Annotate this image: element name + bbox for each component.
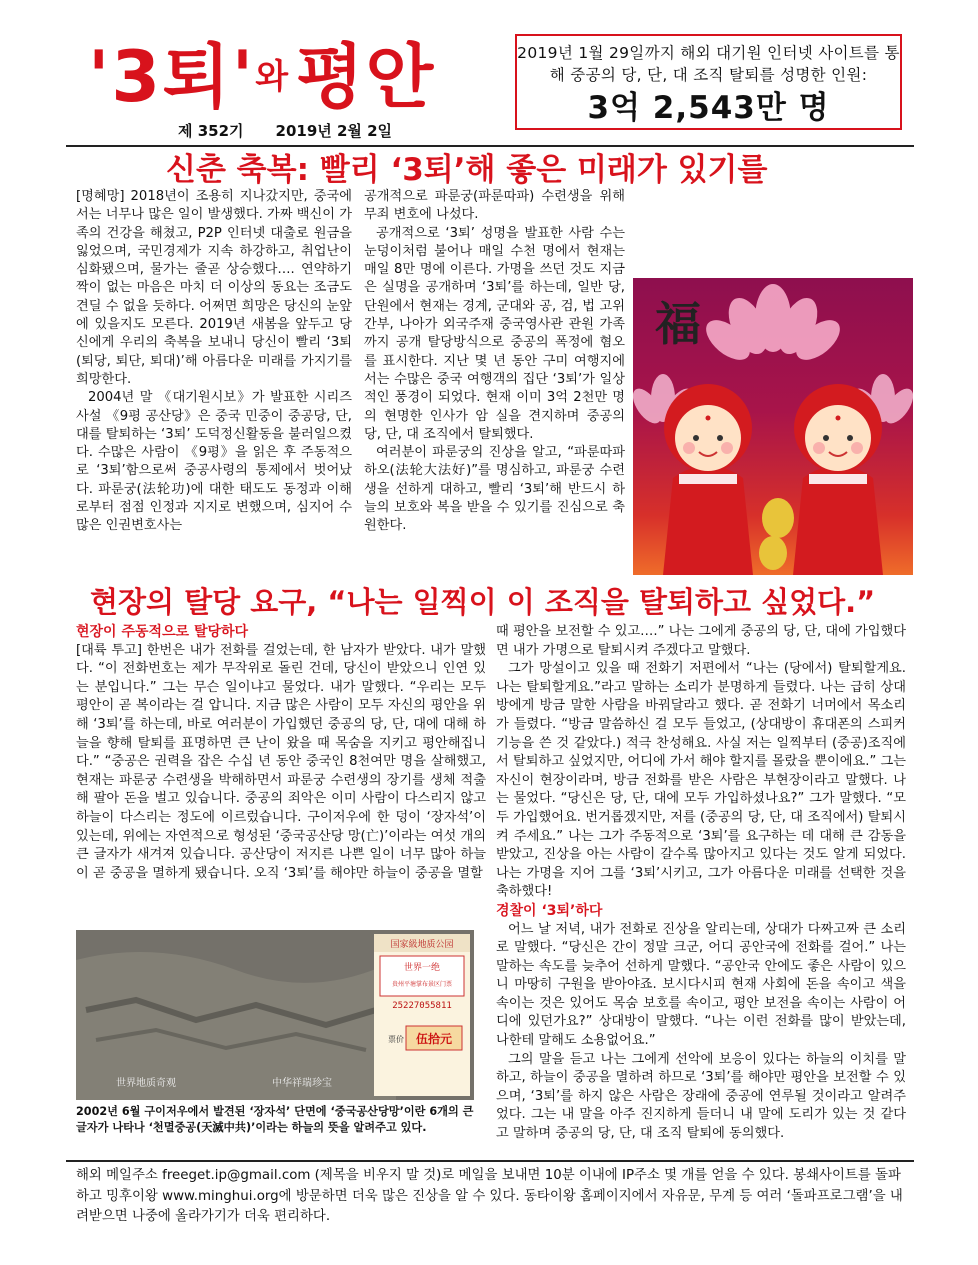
masthead-title-wa: 와: [255, 57, 289, 97]
photo-caption: 2002년 6월 구이저우에서 발견된 ‘장자석’ 단면에 ‘중국공산당망’이란 6개의 큰 글자가 나타나 ‘천멸중공(天滅中共)’이라는 하늘의 뜻을 알려주고 있다.: [76, 1105, 474, 1134]
article1-paragraph: 공개적으로 파룬궁(파룬따파) 수련생을 위해 무죄 변호에 나섰다.: [364, 189, 625, 223]
article2-paragraph: 그가 망설이고 있을 때 전화기 저편에서 “나는 (당에서) 탈퇴할게요. 나는 탈퇴할게요.”라고 말하는 소리가 분명하게 들렸다. 나는 급히 상대방에게 방금 말한 사람을 바꿔달라고 했다. 곧 전화기 너머에서 목소리가 들렸다. “방금 말씀하신 걸 모두 들었고, (상대방이 휴대폰의 스피커 기능을 쓴 것 같았다.) 적극 찬성해요. 사실 저는 일찍부터 (중공)조직에서 탈퇴하고 싶었지만, 어디에 가서 해야 할지를 몰랐을 뿐이에요.” 그는 자신이 현장이라며, 방금 전화를 받은 사람은 부현장이라고 말했다. 나는 물었다. “당신은 당, 단, 대에 모두 가입하셨나요?” 그가 말했다. “모두 가입했어요. 번거롭겠지만, 저를 (중공의 당, 단, 대 조직에서) 탈퇴시켜 주세요.” 나는 그가 주동적으로 ‘3퇴’를 요구하는 데 대해 큰 감동을 받았고, 진상을 아는 사람이 갈수록 많아지고 있다는 것도 알게 되었다. 나는 가명을 지어 그를 ‘3퇴’시키고, 그가 아름다운 미래를 선택한 것을 축하했다!: [496, 661, 906, 900]
withdrawal-count-value: 3억 2,543만 명: [587, 90, 830, 126]
withdrawal-count-text: 2019년 1월 29일까지 해외 대기원 인터넷 사이트를 통해 중공의 당, 단, 대 조직 탈퇴를 성명한 인원:: [517, 44, 900, 84]
footer-divider: [66, 1160, 914, 1162]
issue-line: [178, 120, 424, 141]
article1-paragraph: [명혜망] 2018년이 조용히 지나갔지만, 중국에서는 너무나 많은 일이 발생했다. 가짜 백신이 가족의 건강을 해쳤고, P2P 인터넷 대출로 원금을 잃었으며, 국민경제가 지속 하강하고, 취업난이 심화됐으며, 물가는 줄곧 상승했다…. 연약하기 짝이 없는 마음은 마치 더 이상의 동요는 조금도 견딜 수 없을 듯하다. 어쩌면 희망은 당신의 눈앞에 있을지도 모른다. 2019년 새봄을 앞두고 당신에게 우리의 축복을 보내니 당신이 빨리 ‘3퇴(퇴당, 퇴단, 퇴대)’해 아름다운 미래를 가지기를 희망한다.: [76, 189, 352, 387]
calligraphy-fu: 福: [655, 297, 701, 351]
masthead-title-pyeongan: 평안: [296, 36, 436, 118]
article2-paragraph: [대륙 투고] 한번은 내가 전화를 걸었는데, 한 남자가 받았다. 내가 말했다. “이 전화번호는 제가 무작위로 돌린 건데, 당신이 받았으니 인연 있는 분입니다.” 그는 무슨 일이냐고 물었다. 내가 말했다. “우리는 모두 평안이 곧 복이라는 걸 압니다. 지금 많은 사람이 모두 자신의 평안을 위해 ‘3퇴’를 하는데, 바로 여러분이 가입했던 중공의 당, 단, 대에 대해 하늘을 향해 탈퇴를 표명하면 큰 난이 왔을 때 목숨을 지키고 평안해집니다.” “중공은 권력을 잡은 수십 년 동안 중국인 8천여만 명을 살해했고, 현재는 파룬궁 수련생을 박해하면서 파룬궁 수련생의 장기를 생체 적출해 팔아 돈을 벌고 있습니다. 중공의 죄악은 이미 사람이 다스리지 않고 하늘이 다스리는 정도에 이르렀습니다. 구이저우에 한 덩이 ‘장자석’이 있는데, 위에는 자연적으로 형성된 ‘중국공산당 망(亡)’이라는 여섯 개의 큰 글자가 새겨져 있습니다. 공산당이 저지른 나쁜 일이 너무 많아 하늘이 곧 중공을 멸하게 됐습니다. 오직 ‘3퇴’를 해야만 하늘이 중공을 멸할: [76, 642, 486, 881]
article2-column-right: [496, 623, 906, 1144]
masthead-logo: [88, 36, 435, 118]
article2-paragraph: 어느 날 저녁, 내가 전화로 진상을 알리는데, 상대가 다짜고짜 큰 소리로 말했다. “당신은 간이 정말 크군, 어디 공안국에 전화를 걸어.” 나는 말하는 속도를 늦추어 선하게 말했다. “공안국 안에도 좋은 사람이 있으니 마땅히 구원을 받아야죠. 보시다시피 현재 사회에 돈을 속이고 색을 속이는 것은 있어도 목숨 보호를 속이고, 평안 보전을 속이는 사람이 어디에 있던가요?” 상대방이 말했다. “나는 이런 전화를 많이 받았는데, 나한테 말해도 소용없어요.”: [496, 921, 906, 1049]
stone-caption-left: 世界地质奇观: [116, 1078, 176, 1089]
article2-subhead-county-chief: 현장이 주동적으로 탈당하다: [76, 624, 249, 640]
ticket-title: 国家級地质公园: [390, 940, 454, 950]
ticket-price-label: 票价: [388, 1035, 404, 1044]
greeting-illustration: [633, 278, 913, 575]
article1-paragraph: 여러분이 파룬궁의 진상을 알고, “파룬따파 하오(法轮大法好)”를 명심하고, 파룬궁 수련생을 선하게 대하고, 빨리 ‘3퇴’해 반드시 하늘의 보호와 복을 받을 수 있기를 진심으로 축원한다.: [364, 445, 625, 534]
withdrawal-count-box: [515, 34, 902, 130]
stone-illustration: [76, 930, 474, 1100]
article2-column-left: [76, 623, 486, 883]
hidden-character-stone-photo: [76, 930, 474, 1100]
child-left: [663, 384, 753, 575]
article1-column-1: [76, 188, 352, 536]
article1-column-2: [364, 188, 625, 536]
issue-number: 제 352기: [178, 122, 244, 140]
article2-headline: 현장의 탈당 요구, “나는 일찍이 이 조직을 탈퇴하고 싶었다.”: [90, 585, 876, 619]
ticket-stamp-2: 贵州平塘掌布景区门票: [391, 981, 453, 988]
article2-paragraph: 때 평안을 보전할 수 있고….” 나는 그에게 중공의 당, 단, 대에 가입했다면 내가 가명으로 탈퇴시켜 주겠다고 말했다.: [496, 624, 906, 658]
ticket-stamp-1: 世界一绝: [403, 963, 441, 973]
ticket-number: 25227055811: [392, 1001, 452, 1011]
article2-subhead-police: 경찰이 ‘3퇴’하다: [496, 902, 603, 919]
new-year-greeting-image: [633, 278, 913, 575]
article1-paragraph: 2004년 말 《대기원시보》가 발표한 시리즈 사설 《9평 공산당》은 중국 민중이 중공당, 단, 대를 탈퇴하는 ‘3퇴’ 도덕정신활동을 불러일으켰다. 수많은 사람이 《9평》을 읽은 후 주동적으로 ‘3퇴’함으로써 중공사령의 통제에서 벗어났다. 파룬궁(法轮功)에 대한 태도도 동정과 이해로부터 점점 인정과 지지로 변했으며, 심지어 수많은 인권변호사는: [76, 390, 352, 534]
article1-headline: 신춘 축복: 빨리 ‘3퇴’해 좋은 미래가 있기를: [166, 152, 768, 188]
footer-notice: 해외 메일주소 freeget.ip@gmail.com (제목을 비우지 말 것)로 메일을 보내면 10분 이내에 IP주소 몇 개를 얻을 수 있다. 봉쇄사이트를 돌파하고 밍후이왕 www.minghui.org에 방문하면 더욱 많은 진상을 알 수 있다. 동타이왕 홈페이지에서 자유문, 무계 등 여러 ‘돌파프로그램’을 내려받으면 나중에 올라가기가 더욱 편리하다.: [76, 1168, 903, 1224]
masthead-title-3toe: '3퇴': [88, 36, 256, 118]
child-right: [793, 384, 883, 575]
ticket-price: 伍拾元: [415, 1032, 453, 1046]
stone-caption-right: 中华祥瑞珍宝: [272, 1078, 332, 1089]
issue-date: 2019년 2월 2일: [275, 122, 393, 140]
article1-paragraph: 공개적으로 ‘3퇴’ 성명을 발표한 사람 수는 눈덩이처럼 불어나 매일 수천 명에서 현재는 매일 8만 명에 이른다. 가명을 쓰던 것도 지금은 실명을 공개하며 ‘3퇴’를 하는데, 일반 당, 단원에서 현재는 경계, 군대와 공, 검, 법 고위 간부, 나아가 외국주재 중국영사관 관원 가족까지 공개 탈당방식으로 중공의 폭정에 혐오를 표시한다. 지난 몇 년 동안 구미 여행지에서는 수많은 중국 여행객의 집단 ‘3퇴’가 일상적인 풍경이 되었다. 현재 이미 3억 2천만 명의 현명한 인사가 암 실을 견지하며 중공의 당, 단, 대 조직에서 탈퇴했다.: [364, 225, 625, 442]
article2-paragraph: 그의 말을 듣고 나는 그에게 선악에 보응이 있다는 하늘의 이치를 말하고, 하늘이 중공을 멸하려 하므로 ‘3퇴’를 해야만 평안을 보전할 수 있으며, ‘3퇴’를 하지 않은 사람은 장래에 중공에 연루될 것이라고 알려주었다. 그는 내 말을 아주 진지하게 들더니 내 말에 도리가 있는 것 같다고 말하며 중공의 당, 단, 대 조직 탈퇴에 동의했다.: [496, 1051, 906, 1142]
masthead-divider: [66, 145, 914, 147]
